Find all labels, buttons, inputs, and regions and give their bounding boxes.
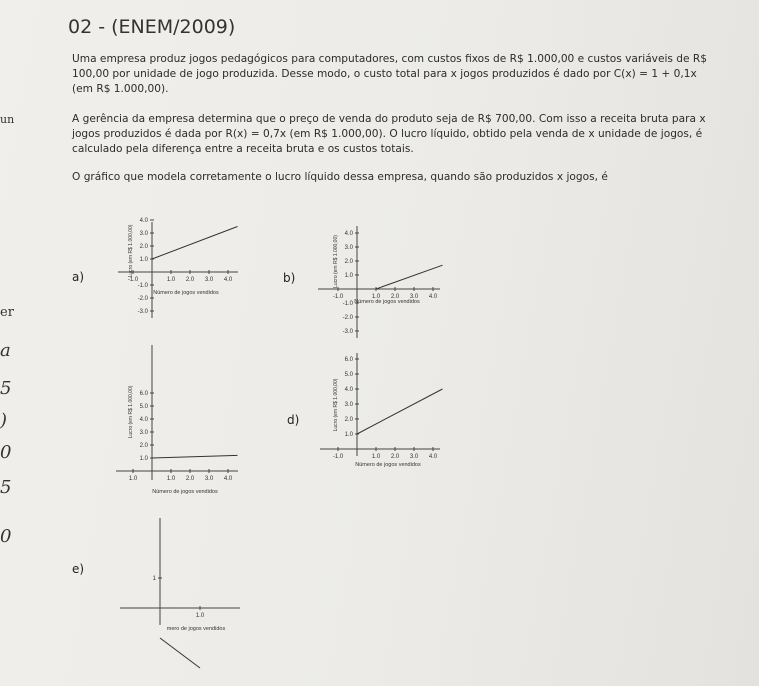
paragraph-revenue: A gerência da empresa determina que o preço de venda do produto seja de R$ 700,00. Com isso a receita bruta para x jogos produzidos é dada por R(x) = 0,7x (em R$ 1.000,00). O lucro líquido, obtido pela venda de x unidade de jogos, é calculado pela diferença entre a receita bruta e os custos totais. xyxy=(72,113,706,155)
option-e-label: e) xyxy=(72,562,85,576)
y-tick-label: 2.0 xyxy=(139,443,148,449)
y-tick-label: -1.0 xyxy=(137,283,148,289)
y-tick-label: 3.0 xyxy=(344,245,353,251)
y-tick-label: 1.0 xyxy=(344,432,353,438)
margin-note: a xyxy=(0,340,11,361)
y-axis-title: Lucro (em R$ 1.000,00) xyxy=(128,385,134,439)
y-tick-label: 3.0 xyxy=(344,402,353,408)
x-tick-label: 2.0 xyxy=(390,294,400,300)
y-axis-title: Lucro (em R$ 1.000,00) xyxy=(333,235,339,288)
margin-note: 5 xyxy=(0,477,12,498)
profit-line xyxy=(376,265,443,289)
x-tick-label: 3.0 xyxy=(409,294,419,300)
graph-option-a xyxy=(118,218,238,318)
y-tick-label: 5.0 xyxy=(344,372,353,378)
x-tick-label: 4.0 xyxy=(428,294,438,300)
profit-line xyxy=(152,455,238,458)
y-tick-label: 4.0 xyxy=(344,387,353,393)
graph-option-b xyxy=(318,226,443,338)
y-tick-label: 1.0 xyxy=(139,456,148,462)
x-tick-label: 3.0 xyxy=(204,476,214,482)
margin-note: er xyxy=(0,305,14,320)
x-tick-label: 1.0 xyxy=(195,613,205,619)
option-b-label: b) xyxy=(283,271,296,285)
x-axis-title: Número de jogos vendidos xyxy=(152,489,218,495)
x-tick-label: 3.0 xyxy=(409,454,419,460)
x-axis-title: Número de jogos vendidos xyxy=(355,462,421,468)
y-tick-label: 4.0 xyxy=(344,231,353,237)
y-tick-label: 2.0 xyxy=(139,244,148,250)
y-tick-label: 1.0 xyxy=(139,257,148,263)
question-title: 02 - (ENEM/2009) xyxy=(68,16,236,38)
y-tick-label: 6.0 xyxy=(139,391,148,397)
y-tick-label: 6.0 xyxy=(344,357,353,363)
y-tick-label: 2.0 xyxy=(344,417,353,423)
margin-note: un xyxy=(0,113,15,126)
y-tick-label: 1 xyxy=(152,576,156,582)
graph-option-c xyxy=(116,345,238,495)
y-tick-label: 3.0 xyxy=(139,430,148,436)
y-tick-label: -2.0 xyxy=(342,315,353,321)
x-tick-label: -1.0 xyxy=(127,277,139,283)
x-tick-label: 4.0 xyxy=(428,454,438,460)
y-tick-label: 2.0 xyxy=(344,259,353,265)
y-tick-label: -2.0 xyxy=(137,296,148,302)
y-tick-label: 3.0 xyxy=(139,231,148,237)
y-tick-label: -3.0 xyxy=(137,309,148,315)
margin-note: 0 xyxy=(0,442,12,463)
x-tick-label: 2.0 xyxy=(390,454,400,460)
x-tick-label: 1.0 xyxy=(128,476,138,482)
y-tick-label: 4.0 xyxy=(139,417,148,423)
option-d-label: d) xyxy=(287,413,300,427)
paragraph-cost: Uma empresa produz jogos pedagógicos para computadores, com custos fixos de R$ 1.000,00 e custos variáveis de R$ 100,00 por unidade de jogo produzida. Desse modo, o custo total para x jogos produzidos é dado por C(x) = 1 + 0,1x (em R$ 1.000,00). xyxy=(72,53,708,95)
profit-line xyxy=(152,227,238,260)
paragraph-prompt: O gráfico que modela corretamente o lucro líquido dessa empresa, quando são produzidos x jogos, é xyxy=(72,171,608,183)
option-a-label: a) xyxy=(72,270,85,284)
x-tick-label: -1.0 xyxy=(332,294,344,300)
x-tick-label: 4.0 xyxy=(223,277,233,283)
x-tick-label: 1.0 xyxy=(166,277,176,283)
x-tick-label: 3.0 xyxy=(204,277,214,283)
y-axis-title: Lucro (em R$ 1.000,00) xyxy=(128,224,134,278)
x-tick-label: 1.0 xyxy=(166,476,176,482)
y-tick-label: -1.0 xyxy=(342,301,353,307)
margin-note: 5 xyxy=(0,378,12,399)
profit-line xyxy=(357,389,443,434)
x-axis-title: Número de jogos vendidos xyxy=(153,290,219,296)
y-axis-title: Lucro (em R$ 1.000,00) xyxy=(333,378,339,432)
y-tick-label: 1.0 xyxy=(344,273,353,279)
x-tick-label: 1.0 xyxy=(371,454,381,460)
x-tick-label: 2.0 xyxy=(185,476,195,482)
x-tick-label: 4.0 xyxy=(223,476,233,482)
x-tick-label: -1.0 xyxy=(332,454,344,460)
x-axis-title: Número de jogos vendidos xyxy=(354,299,420,305)
profit-line xyxy=(160,638,200,668)
x-tick-label: 2.0 xyxy=(185,277,195,283)
y-tick-label: 5.0 xyxy=(139,404,148,410)
margin-note: ) xyxy=(0,410,8,431)
x-tick-label: 1.0 xyxy=(371,294,381,300)
y-tick-label: -3.0 xyxy=(342,329,353,335)
graph-option-e xyxy=(120,518,240,668)
graph-option-d xyxy=(320,353,443,468)
margin-note: 0 xyxy=(0,526,12,547)
x-axis-title: mero de jogos vendidos xyxy=(166,626,226,632)
y-tick-label: 4.0 xyxy=(139,218,148,224)
